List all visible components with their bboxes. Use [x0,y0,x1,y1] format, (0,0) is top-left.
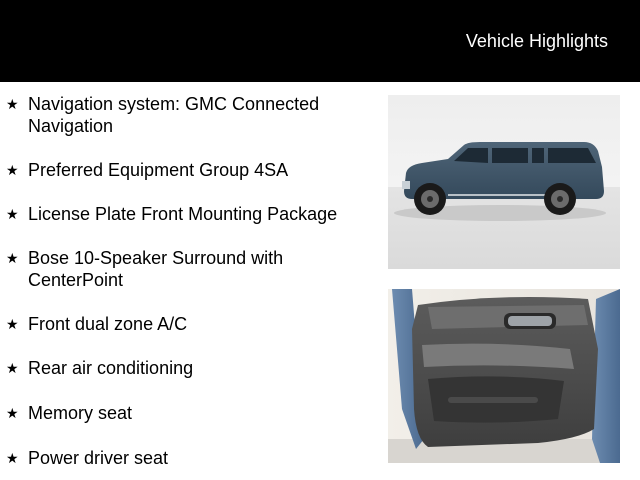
feature-item [6,203,378,225]
feature-item [6,159,378,181]
star-icon: ★ [6,450,19,466]
star-icon: ★ [6,250,19,266]
header-bar [0,0,640,82]
feature-item [6,247,378,291]
feature-text: License Plate Front Mounting Package [28,204,338,224]
feature-item [6,447,378,469]
feature-text: Preferred Equipment Group 4SA [28,160,289,180]
star-icon: ★ [6,206,19,222]
feature-item [6,313,378,335]
feature-text: Power driver seat [28,448,169,468]
feature-text: Memory seat [28,403,133,423]
feature-text: Navigation system: GMC Connected Navigation [28,94,320,136]
star-icon: ★ [6,162,19,178]
star-icon: ★ [6,316,19,332]
feature-text: Rear air conditioning [28,358,194,378]
interior-door-photo [388,289,620,463]
feature-text: Front dual zone A/C [28,314,188,334]
feature-item [6,402,378,424]
star-icon: ★ [6,360,19,376]
star-icon: ★ [6,96,19,112]
page-title: Vehicle Highlights [465,31,608,51]
star-icon: ★ [6,405,19,421]
feature-text: Bose 10-Speaker Surround with CenterPoint [28,248,284,290]
vehicle-exterior-photo [388,95,620,269]
feature-item [6,93,378,137]
feature-item [6,357,378,379]
